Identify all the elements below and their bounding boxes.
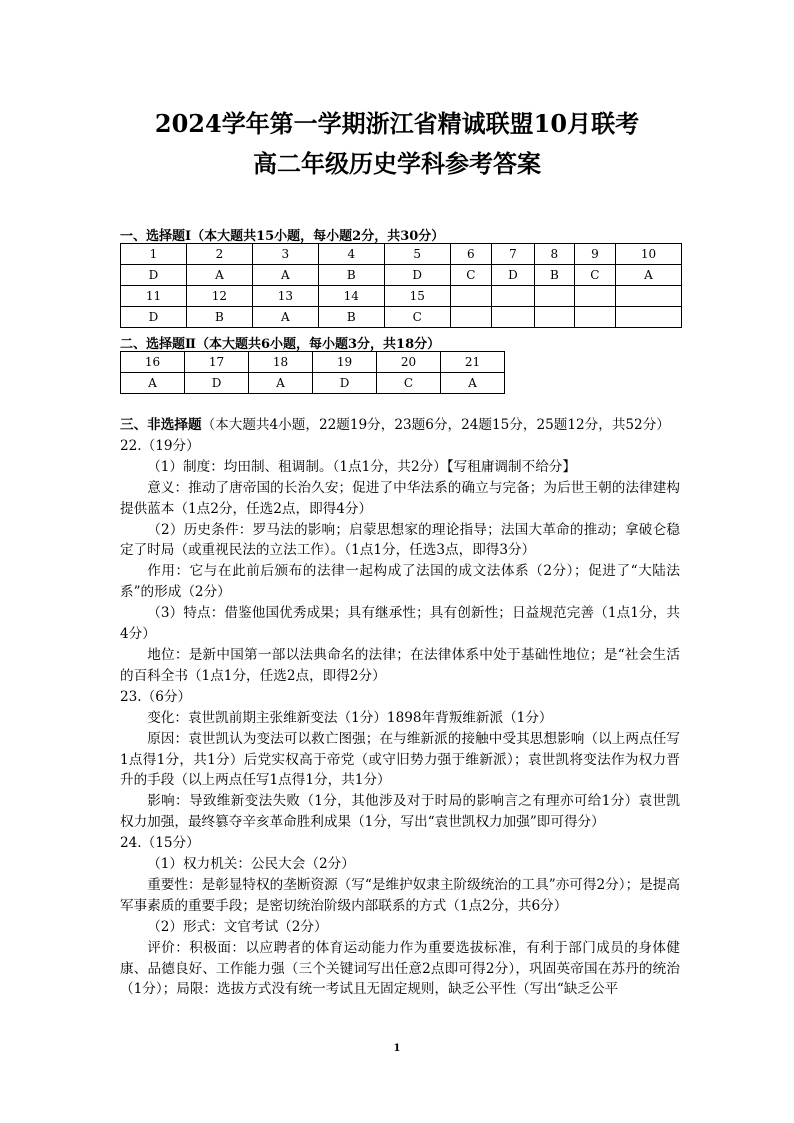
section3-heading — [120, 415, 680, 436]
answer-paragraph: 作用：它与在此前后颁布的法律一起构成了法国的成文法体系（2分）；促进了“大陆法系”的形成（2分） — [120, 563, 680, 601]
section1-answer-table — [120, 243, 682, 328]
table-cell: 5 — [384, 244, 450, 265]
table-cell: 3 — [252, 244, 318, 265]
table-cell — [491, 307, 534, 328]
table-cell: 21 — [441, 352, 505, 373]
table-cell: C — [450, 265, 491, 286]
answer-paragraph: 评价：积极面：以应聘者的体育运动能力作为重要选拔标准，有利于部门成员的身体健康、品德良好、工作能力强（三个关键词写出任意2点即可得2分），巩固英帝国在苏丹的统治（1分）；局限：选拔方式没有统一考试且无固定规则，缺乏公平性（写出“缺乏公平 — [120, 939, 680, 998]
table-cell — [450, 286, 491, 307]
table-cell: 10 — [616, 244, 682, 265]
answer-paragraph: 重要性：是彰显特权的垄断资源（写“是维护奴隶主阶级统治的工具”亦可得2分）；是提高军事素质的重要手段；是密切统治阶级内部联系的方式（1点2分，共6分） — [120, 876, 680, 914]
table-cell: 11 — [121, 286, 187, 307]
document-subtitle: 高二年级历史学科参考答案 — [253, 149, 541, 178]
table-cell: 20 — [377, 352, 441, 373]
table-cell: A — [249, 373, 313, 394]
table-cell: D — [313, 373, 377, 394]
table-cell: C — [384, 307, 450, 328]
table-cell: D — [491, 265, 534, 286]
document-title: 2024学年第一学期浙江省精诚联盟10月联考 — [154, 109, 640, 138]
answer-paragraph: （2）形式：文官考试（2分） — [147, 918, 328, 935]
table-cell — [616, 307, 682, 328]
section3-heading-note: （本大题共4小题，22题19分，23题6分，24题15分，25题12分，共52分） — [201, 417, 670, 433]
table-cell: B — [186, 307, 252, 328]
table-cell: 9 — [574, 244, 615, 265]
section3-heading-bold: 三、非选择题 — [120, 417, 202, 433]
section2-answer-table — [120, 351, 505, 394]
table-cell: A — [252, 265, 318, 286]
table-cell: 14 — [318, 286, 384, 307]
table-cell: 16 — [121, 352, 185, 373]
table-cell: 8 — [534, 244, 574, 265]
table-row — [121, 265, 682, 286]
table-cell — [450, 307, 491, 328]
table-cell — [616, 286, 682, 307]
table-cell — [534, 286, 574, 307]
table-cell: C — [574, 265, 615, 286]
answer-paragraph: （1）制度：均田制、租调制。（1点1分，共2分）【写租庸调制不给分】 — [147, 458, 576, 475]
table-cell: 13 — [252, 286, 318, 307]
answer-paragraph: 22.（19分） — [120, 437, 200, 454]
table-cell: 18 — [249, 352, 313, 373]
table-cell: 7 — [491, 244, 534, 265]
answer-paragraph: （2）历史条件：罗马法的影响；启蒙思想家的理论指导；法国大革命的推动；拿破仑稳定了时局（或重视民法的立法工作）。（1点1分，任选3点，即得3分） — [120, 521, 680, 559]
table-cell: A — [616, 265, 682, 286]
answer-paragraph: 23.（6分） — [120, 688, 192, 705]
answer-paragraph: 影响：导致维新变法失败（1分，其他涉及对于时局的影响言之有理亦可给1分）袁世凯权力加强，最终篡夺辛亥革命胜利成果（1分，写出“袁世凯权力加强”即可得分） — [120, 793, 680, 831]
table-row — [121, 352, 505, 373]
table-cell: 2 — [186, 244, 252, 265]
table-cell: 17 — [185, 352, 249, 373]
table-cell: B — [534, 265, 574, 286]
answer-paragraph: 意义：推动了唐帝国的长治久安；促进了中华法系的确立与完备；为后世王朝的法律建构提供蓝本（1点2分，任选2点，即得4分） — [120, 479, 680, 517]
answer-paragraph: 原因：袁世凯认为变法可以救亡图强；在与维新派的接触中受其思想影响（以上两点任写1点得1分，共1分）后党实权高于帝党（或守旧势力强于维新派）；袁世凯将变法作为权力晋升的手段（以上两点任写1点得1分，共1分） — [120, 730, 680, 789]
table-cell: D — [185, 373, 249, 394]
table-row — [121, 244, 682, 265]
table-cell: 15 — [384, 286, 450, 307]
table-cell — [534, 307, 574, 328]
table-cell: A — [252, 307, 318, 328]
table-row — [121, 286, 682, 307]
table-cell: 4 — [318, 244, 384, 265]
section2-heading: 二、选择题Ⅱ（本大题共6小题，每小题3分，共18分） — [120, 337, 441, 352]
answer-paragraph: （1）权力机关：公民大会（2分） — [147, 856, 355, 873]
table-cell: 19 — [313, 352, 377, 373]
table-row — [121, 373, 505, 394]
answer-body — [120, 415, 680, 1000]
table-cell — [574, 307, 615, 328]
table-cell: B — [318, 265, 384, 286]
table-cell: A — [441, 373, 505, 394]
answer-paragraph: 地位：是新中国第一部以法典命名的法律；在法律体系中处于基础性地位；是“社会生活的百科全书（1点1分，任选2点，即得2分） — [120, 646, 680, 684]
table-cell: 1 — [121, 244, 187, 265]
table-cell — [491, 286, 534, 307]
table-cell: D — [121, 265, 187, 286]
page-number: 1 — [393, 1043, 401, 1054]
table-cell: D — [121, 307, 187, 328]
table-cell: B — [318, 307, 384, 328]
answer-paragraph: （3）特点：借鉴他国优秀成果；具有继承性；具有创新性；日益规范完善（1点1分，共4分） — [120, 605, 680, 643]
table-cell: D — [384, 265, 450, 286]
table-cell: C — [377, 373, 441, 394]
table-cell: A — [186, 265, 252, 286]
table-cell: 6 — [450, 244, 491, 265]
table-row — [121, 307, 682, 328]
table-cell: A — [121, 373, 185, 394]
table-cell — [574, 286, 615, 307]
section1-heading: 一、选择题Ⅰ（本大题共15小题，每小题2分，共30分） — [120, 229, 445, 244]
answer-paragraph: 变化：袁世凯前期主张维新变法（1分）1898年背叛维新派（1分） — [147, 709, 553, 726]
paragraphs — [120, 436, 680, 1000]
answer-paragraph: 24.（15分） — [120, 835, 200, 852]
table-cell: 12 — [186, 286, 252, 307]
